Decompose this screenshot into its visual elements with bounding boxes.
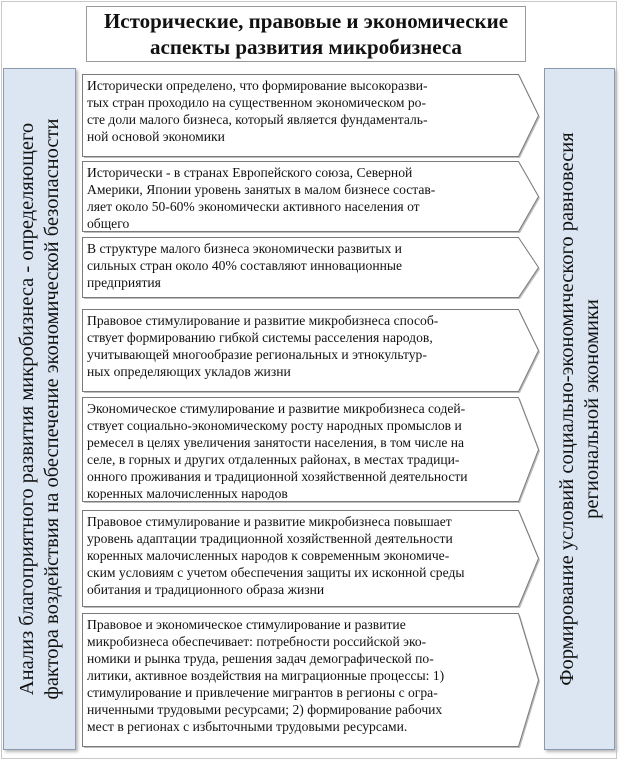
block-text [87,616,512,745]
block-text-line: ствует социально-экономическому росту народных промыслов и [87,418,462,433]
arrow-block [82,161,538,231]
block-text-line: Правовое стимулирование и развитие микробизнеса повышает [87,514,452,529]
block-text-line: обитания и традиционного образа жизни [87,582,325,597]
block-text-line: сильных стран около 40% составляют инновационные [87,258,403,273]
block-text-line: общего [87,216,130,230]
block-text-line: сте доли малого бизнеса, который является фундаменталь- [87,112,428,127]
arrow-block [82,510,538,606]
block-text-line: ремесел в целях увеличения занятости населения, в том числе на [87,435,465,450]
block-text-line: предприятия [87,275,161,290]
block-text-line: литики, активное воздействия на миграционные процессы: 1) [87,668,445,683]
block-text [87,400,512,500]
arrow-block [82,309,538,391]
block-text-line: Экономическое стимулирование и развитие микробизнеса содей- [87,401,466,416]
block-text-line: Америки, Японии уровень занятых в малом бизнесе состав- [87,182,436,197]
diagram-title: Исторические, правовые и экономические аспекты развития микробизнеса [103,9,509,59]
block-text-line: уровень адаптации традиционной хозяйственной деятельности [87,531,453,546]
arrow-block [82,397,538,501]
arrow-block [82,613,538,746]
right-label-line: региональной экономики [580,299,603,519]
block-text [87,240,512,296]
left-label-line: фактора воздействия на обеспечение экономической безопасности [40,118,63,700]
arrow-block [82,74,538,156]
block-text [87,164,512,230]
block-text-line: В структуре малого бизнеса экономически развитых и [87,241,402,256]
block-text-line: учитывающей многообразие региональных и этнокультур- [87,347,427,362]
block-text-line: микробизнеса обеспечивает: потребности российской эко- [87,634,427,649]
block-text-line: селе, в горных и других отдаленных районах, в местах традици- [87,452,460,467]
block-text-line: номики и рынка труда, решения задач демографической по- [87,651,434,666]
block-text-line: Правовое стимулирование и развитие микробизнеса способ- [87,313,439,328]
block-text-line: ляет около 50-60% экономически активного населения от [87,199,420,214]
block-text-line: онного проживания и традиционной хозяйственной деятельности [87,469,468,484]
block-text-line: ским условиям с учетом обеспечения защиты их исконной среды [87,565,465,580]
block-text-line: ной основой экономики [87,129,225,144]
block-text-line: ных определяющих укладов жизни [87,364,291,379]
block-text-line: коренных малочисленных народов [87,486,288,500]
block-text-line: ниченными трудовыми ресурсами; 2) формирование рабочих [87,702,443,717]
left-label-line: Анализ благоприятного развития микробизнеса - определяющего [15,122,38,696]
arrow-block [82,237,538,297]
block-text-line: тых стран проходило на существенном экономическом ро- [87,95,426,110]
block-text [87,312,512,390]
block-text-line: коренных малочисленных народов к современным экономиче- [87,548,450,563]
right-label-line: Формирование условий социально-экономического равновесия [555,132,578,686]
block-text [87,513,512,605]
block-text-line: Исторически - в странах Европейского союза, Северной [87,165,413,180]
block-text-line: ствует формированию гибкой системы расселения народов, [87,330,433,345]
block-text-line: стимулирование и привлечение мигрантов в регионы с огра- [87,685,438,700]
block-text-line: Правовое и экономическое стимулирование и развитие [87,617,406,632]
block-text-line: Исторически определено, что формирование высокоразви- [87,78,428,93]
block-text [87,77,512,155]
block-text-line: мест в регионах с избыточными трудовыми ресурсами. [87,719,408,734]
